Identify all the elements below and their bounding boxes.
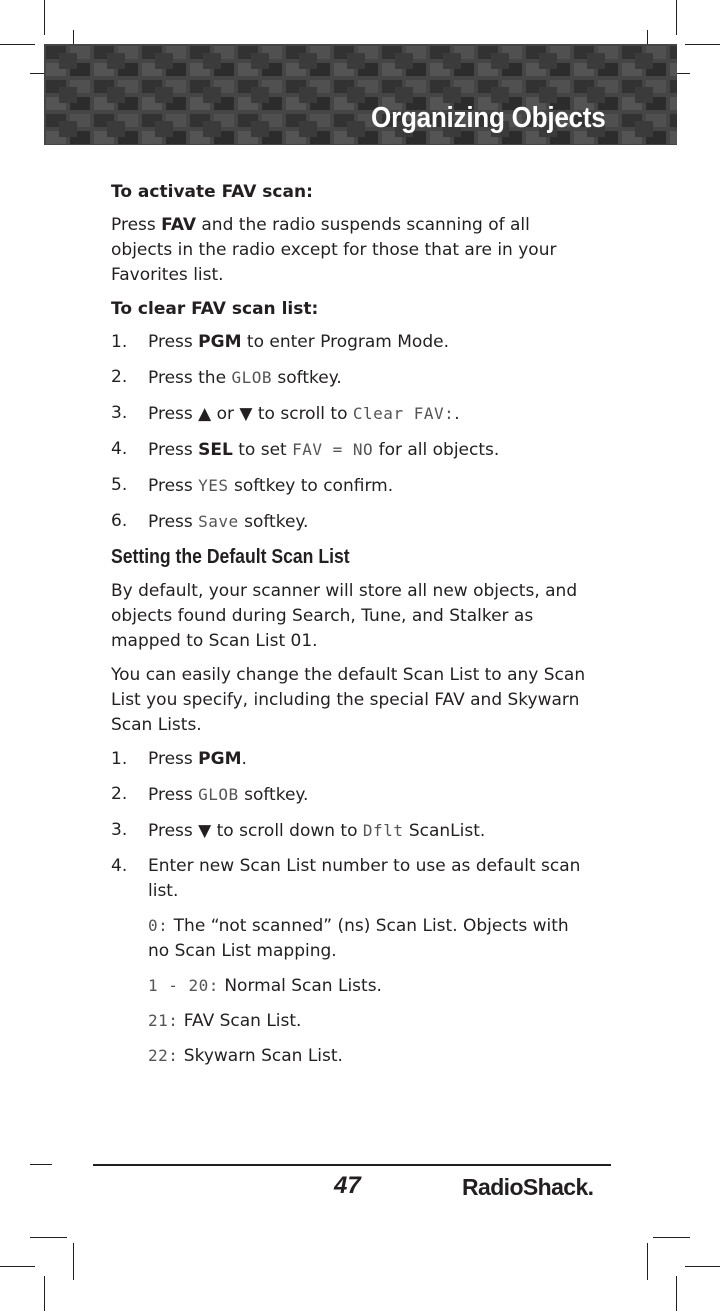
clear-fav-steps (111, 330, 586, 535)
list-item: 5. Press YES softkey to confirm. (111, 475, 394, 496)
crop-mark (73, 1243, 74, 1280)
list-item: 2. Press GLOB softkey. (111, 784, 309, 805)
subheading-clear-fav: To clear FAV scan list: (111, 299, 319, 319)
paragraph-default-scan-2: You can easily change the default Scan List to any Scan List you specify, including the special FAV and Skywarn Scan Lists. (111, 665, 586, 735)
crop-mark (653, 1237, 690, 1238)
paragraph-activate-fav: Press FAV and the radio suspends scanning of all objects in the radio except for those that are in your Favorites list. (111, 215, 557, 285)
crop-mark (647, 1243, 648, 1280)
list-item: 1. Press PGM to enter Program Mode. (111, 332, 449, 352)
crop-mark (0, 44, 35, 45)
footer-rule (93, 1164, 611, 1166)
scan-list-option: 22: Skywarn Scan List. (148, 1046, 343, 1066)
subheading-activate-fav: To activate FAV scan: (111, 182, 313, 202)
crop-mark (685, 1266, 720, 1267)
list-item: 4. Press SEL to set FAV = NO for all objects. (111, 439, 500, 460)
crop-mark (30, 1164, 52, 1165)
crop-mark (685, 44, 720, 45)
paragraph-default-scan-1: By default, your scanner will store all new objects, and objects found during Search, Tune, and Stalker as mapped to Scan List 01. (111, 581, 578, 651)
crop-mark (0, 1266, 35, 1267)
default-scan-steps (111, 747, 586, 904)
crop-mark (44, 1276, 45, 1311)
scan-list-option: 1 - 20: Normal Scan Lists. (148, 976, 382, 996)
list-item: 4. Enter new Scan List number to use as default scan list. (111, 856, 581, 901)
scan-list-option: 0: The “not scanned” (ns) Scan List. Objects with no Scan List mapping. (148, 916, 569, 961)
crop-mark (676, 1276, 677, 1311)
page-number: 47 (334, 1172, 361, 1199)
brand-logo: RadioShack. (462, 1174, 594, 1200)
list-item: 1. Press PGM. (111, 749, 247, 769)
crop-mark (676, 0, 677, 35)
list-item: 6. Press Save softkey. (111, 511, 309, 532)
list-item: 3. Press ▲ or ▼ to scroll to Clear FAV:. (111, 403, 460, 424)
section-title-default-scan: Setting the Default Scan List (111, 546, 350, 568)
crop-mark (44, 0, 45, 35)
page-content (111, 180, 586, 1078)
page-title: Organizing Objects (370, 102, 605, 134)
crop-mark (30, 1237, 67, 1238)
header-banner (44, 44, 677, 145)
list-item: 3. Press ▼ to scroll down to Dflt ScanList. (111, 820, 486, 841)
scan-list-option: 21: FAV Scan List. (148, 1011, 302, 1031)
list-item: 2. Press the GLOB softkey. (111, 367, 342, 388)
